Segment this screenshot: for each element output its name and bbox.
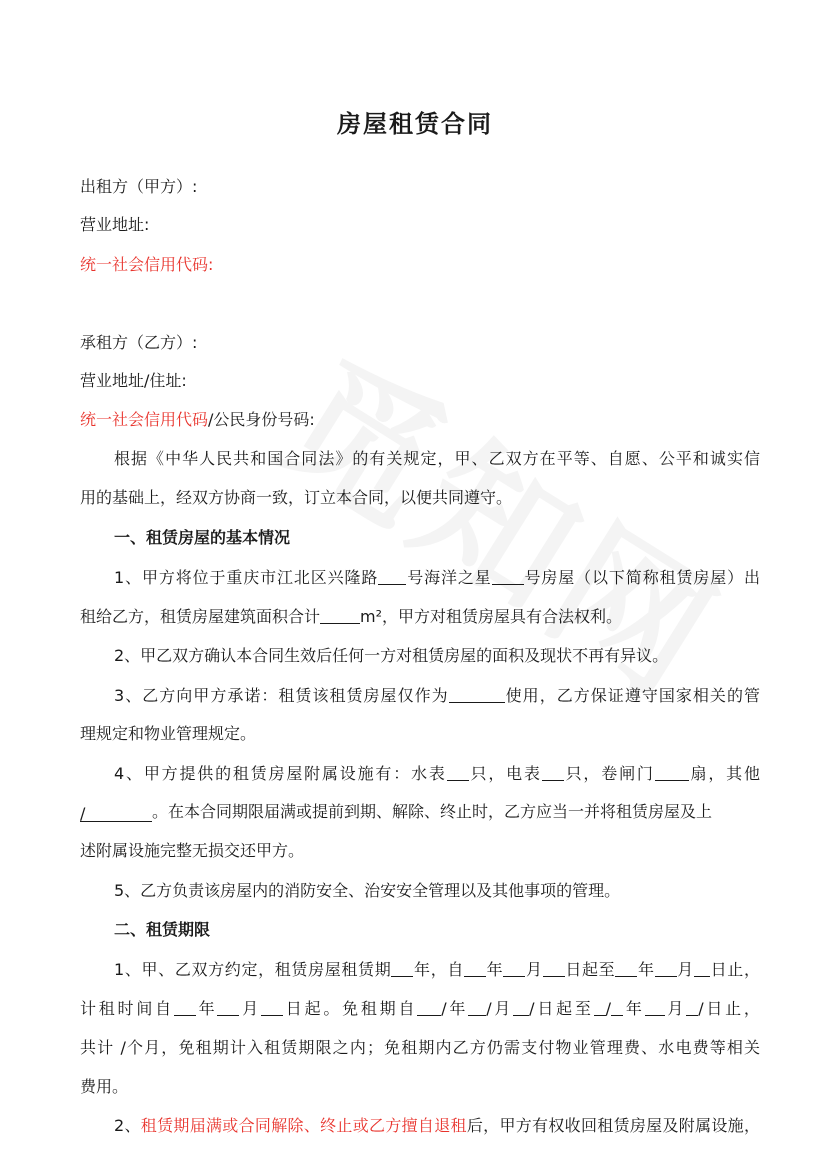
lessor-label: 出租方（甲方）: [80,177,198,196]
blank-field [378,566,406,585]
clause-text: /年 [441,999,469,1018]
clause-text: 月 [239,999,262,1018]
clause-text: 年 [623,999,645,1018]
clause-text: /日止， [698,999,760,1018]
blank-field [449,684,505,703]
clause-text: 号海洋之星 [406,568,492,587]
clause-1-4-line-2 [80,801,760,823]
clause-2-1-line-4: 费用。 [80,1077,129,1096]
watermark [249,301,765,735]
clause-2-1-line-3: 共计 /个月，免租期计入租赁期限之内；免租期内乙方仍需支付物业管理费、水电费等相关 [80,1038,760,1057]
clause-text: 4、甲方提供的租赁房屋附属设施有：水表 [114,764,447,783]
blank-field [694,958,710,977]
clause-text: 年，自 [413,960,465,979]
clause-text: 月 [525,960,543,979]
clause-text: 日起至 [534,999,594,1018]
clause-1-1-line-2 [80,605,760,628]
lessor-address-label: 营业地址: [80,215,150,234]
clause-text: 只，电表 [468,764,542,783]
section-1-heading: 一、租赁房屋的基本情况 [114,528,291,547]
intro-paragraph-line-2: 用的基础上，经双方协商一致，订立本合同，以便共同遵守。 [80,488,513,507]
lessee-address-label: 营业地址/住址: [80,371,187,390]
clause-text: 1、甲、乙双方约定，租赁房屋租赁期 [114,960,392,979]
blank-field [217,997,239,1016]
clause-text: 1、甲方将位于重庆市江北区兴隆路 [114,568,379,587]
clause-text: 月 [676,960,694,979]
blank-field [615,958,637,977]
blank-field [542,762,564,781]
clause-text: 扇，其他 [688,764,760,783]
clause-2-2-line-1 [114,1115,760,1137]
blank-field [320,605,360,624]
clause-text: 计租时间自 [80,999,174,1018]
clause-2-1-line-2 [80,997,760,1020]
blank-field [503,958,525,977]
clause-text: 日止， [709,960,760,979]
blank-field [655,762,689,781]
clause-text: 后，甲方有权收回租赁房屋及附属设施， [466,1116,760,1135]
clause-1-3-line-1 [114,684,760,707]
clause-text: 年 [195,999,218,1018]
clause-text: 号房屋（以下简称租赁房屋）出 [523,568,760,587]
lessee-id-black-text: /公民身份号码: [208,410,315,429]
blank-field [174,997,196,1016]
clause-text: 日起至 [564,960,616,979]
clause-text: / [529,999,535,1018]
page-title: 房屋租赁合同 [337,110,493,138]
clause-text: 年 [637,960,655,979]
clause-text: 3、乙方向甲方承诺：租赁该租赁房屋仅作为 [114,686,449,705]
clause-text-highlighted: 租赁期届满或合同解除、终止或乙方擅自退租 [140,1116,467,1135]
clause-1-1-line-1 [114,566,760,589]
blank-field [492,566,524,585]
clause-text: 年 [486,960,504,979]
blank-field-other: / [80,803,152,822]
clause-2-1-line-1 [114,958,760,981]
blank-field [468,997,486,1016]
clause-text: 只，卷闸门 [563,764,655,783]
blank-field [686,997,698,1016]
clause-text: 日起。免租期自 [283,999,418,1018]
clause-1-2: 2、甲乙双方确认本合同生效后任何一方对租赁房屋的面积及现状不再有异议。 [114,646,669,665]
clause-1-5: 5、乙方负责该房屋内的消防安全、治安安全管理以及其他事项的管理。 [114,881,621,900]
clause-1-4-line-1 [114,762,760,785]
blank-field [645,997,665,1016]
clause-text: 月 [491,999,514,1018]
clause-1-4-line-3: 述附属设施完整无损交还甲方。 [80,841,305,860]
blank-field [655,958,677,977]
clause-text: 。在本合同期限届满或提前到期、解除、终止时，乙方应当一并将租赁房屋及上 [152,802,713,821]
clause-text: / [486,999,492,1018]
blank-field [611,997,623,1016]
blank-field [464,958,486,977]
blank-field [447,762,469,781]
blank-field [417,997,441,1016]
clause-text: 使用，乙方保证遵守国家相关的管 [504,686,760,705]
clause-1-3-line-2: 理规定和物业管理规定。 [80,724,257,743]
lessee-label: 承租方（乙方）: [80,333,198,352]
blank-field [543,958,565,977]
clause-text: 租给乙方，租赁房屋建筑面积合计 [80,607,321,626]
intro-paragraph-line-1: 根据《中华人民共和国合同法》的有关规定，甲、乙双方在平等、自愿、公平和诚实信 [114,449,760,468]
blank-field [261,997,283,1016]
clause-text: / [605,999,612,1018]
section-2-heading: 二、租赁期限 [114,920,211,939]
clause-text: 月 [664,999,687,1018]
lessor-credit-code-label: 统一社会信用代码: [80,255,214,274]
lessee-id-label [80,409,760,431]
clause-text: 2、 [114,1116,141,1135]
lessee-id-red-text: 统一社会信用代码 [80,410,209,429]
blank-field [391,958,413,977]
blank-field [594,997,606,1016]
blank-field [513,997,529,1016]
clause-text: m²，甲方对租赁房屋具有合法权利。 [360,607,623,626]
